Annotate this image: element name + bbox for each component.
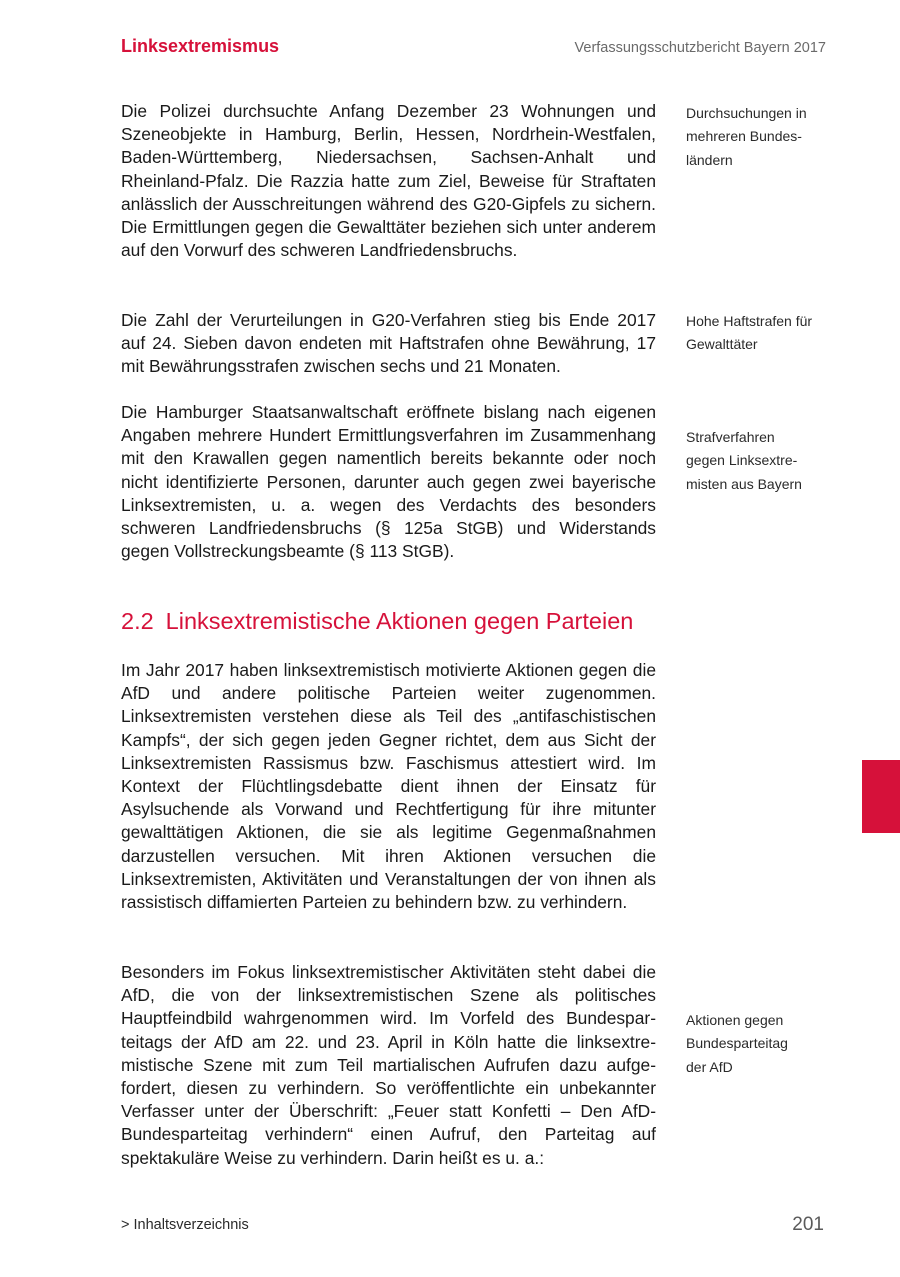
body-paragraph: Die Hamburger Staatsanwaltschaft eröffnete bislang nach eigenen Angaben mehrere Hundert Ermittlungsverfahren im Zusammenhang mit den Krawallen gegen namentlich bereits bekannte oder noch nicht identifizierte Personen, darunter auch gegen zwei bayerische Linksextremisten, u. a. wegen des Verdachts des besonders schweren Landfriedensbruchs (§ 125a StGB) und Widerstands gegen Vollstreckungsbeamte (§ 113 StGB). — [121, 402, 656, 562]
margin-note-searches — [686, 102, 836, 172]
margin-note-line: misten aus Bayern — [686, 475, 802, 492]
chapter-tab-marker — [862, 760, 900, 833]
margin-note-line: Gewalttäter — [686, 336, 758, 353]
margin-note-line: gegen Linksextre- — [686, 452, 798, 469]
margin-note-party-convention — [686, 1009, 836, 1079]
table-of-contents-link[interactable]: > Inhaltsverzeichnis — [121, 1217, 249, 1233]
paragraph-5-block — [121, 961, 656, 1170]
margin-note-criminal-proceedings — [686, 426, 836, 496]
body-paragraph: Die Polizei durchsuchte Anfang Dezember 23 Wohnungen und Szeneobjekte in Hamburg, Berlin, Hessen, Nordrhein-Westfalen, Baden-Württemberg, Niedersachsen, Sachsen-Anhalt und Rheinland-Pfalz. Die Razzia hatte zum Ziel, Beweise für Straftaten anlässlich der Ausschreitungen während des G20-Gipfels zu sichern. Die Ermittlungen gegen die Gewalttäter beziehen sich unter anderem auf den Vorwurf des schweren Landfriedensbruchs. — [121, 101, 656, 261]
margin-note-line: ländern — [686, 151, 733, 168]
paragraph-4-block — [121, 659, 656, 914]
margin-note-line: mehreren Bundes- — [686, 128, 802, 145]
paragraph-2-block — [121, 309, 656, 379]
body-paragraph: Besonders im Fokus linksextremistischer Aktivitäten steht dabei die AfD, die von der linksextremistischen Szene als politisches Hauptfeindbild wahrgenommen wird. Im Vorfeld des Bundesparteitags der AfD am 22. und 23. April in Köln hatte die linksextremistische Szene mit zum Teil martialischen Aufrufen dazu aufgefordert, diesen zu verhindern. So veröffentlichte ein unbekannter Verfasser unter der Überschrift: „Feuer statt Konfetti – Den AfD-Bundesparteitag verhindern“ einen Aufruf, den Parteitag auf spektakuläre Weise zu verhindern. Darin heißt es u. a.: — [121, 962, 656, 1168]
margin-note-line: Durchsuchungen in — [686, 105, 807, 121]
margin-note-line: Hohe Haftstrafen für — [686, 313, 813, 329]
body-paragraph: Die Zahl der Verurteilungen in G20-Verfahren stieg bis Ende 2017 auf 24. Sieben davon endeten mit Haftstrafen ohne Bewährung, 17 mit Bewährungsstrafen zwischen sechs und 21 Monaten. — [121, 310, 656, 377]
page-number: 201 — [792, 1214, 824, 1235]
margin-note-line: Strafverfahren — [686, 429, 775, 445]
paragraph-3-block — [121, 401, 656, 563]
body-paragraph: Im Jahr 2017 haben linksextremistisch motivierte Aktionen gegen die AfD und andere politische Parteien weiter zugenommen. Linksextremisten verstehen diese als Teil des „antifaschistischen Kampfs“, der sich gegen jeden Gegner richtet, dem aus Sicht der Linksextremisten Rassismus bzw. Faschismus attestiert wird. Im Kontext der Flüchtlingsdebatte dient ihnen der Einsatz für Asylsuchende als Vorwand und Rechtfertigung für ihre mitunter gewalttätigen Aktionen, die sie als legitime Gegenmaßnahmen darzustellen versuchen. Mit ihren Aktionen versuchen die Linksextremisten, Aktivitäten und Veranstaltungen der von ihnen als rassistisch diffamierten Parteien zu behindern bzw. zu verhindern. — [121, 660, 656, 913]
margin-note-line: der AfD — [686, 1058, 733, 1075]
section-number: 2.2 — [121, 608, 154, 634]
margin-note-prison-sentences — [686, 310, 836, 357]
section-title: Linksextremistische Aktionen gegen Parteien — [165, 608, 634, 634]
margin-note-line: Aktionen gegen — [686, 1012, 784, 1028]
paragraph-1-block — [121, 100, 656, 262]
publication-title: Verfassungsschutzbericht Bayern 2017 — [574, 40, 826, 56]
section-heading — [121, 608, 633, 635]
chapter-title: Linksextremismus — [121, 36, 280, 56]
margin-note-line: Bundesparteitag — [686, 1035, 788, 1052]
